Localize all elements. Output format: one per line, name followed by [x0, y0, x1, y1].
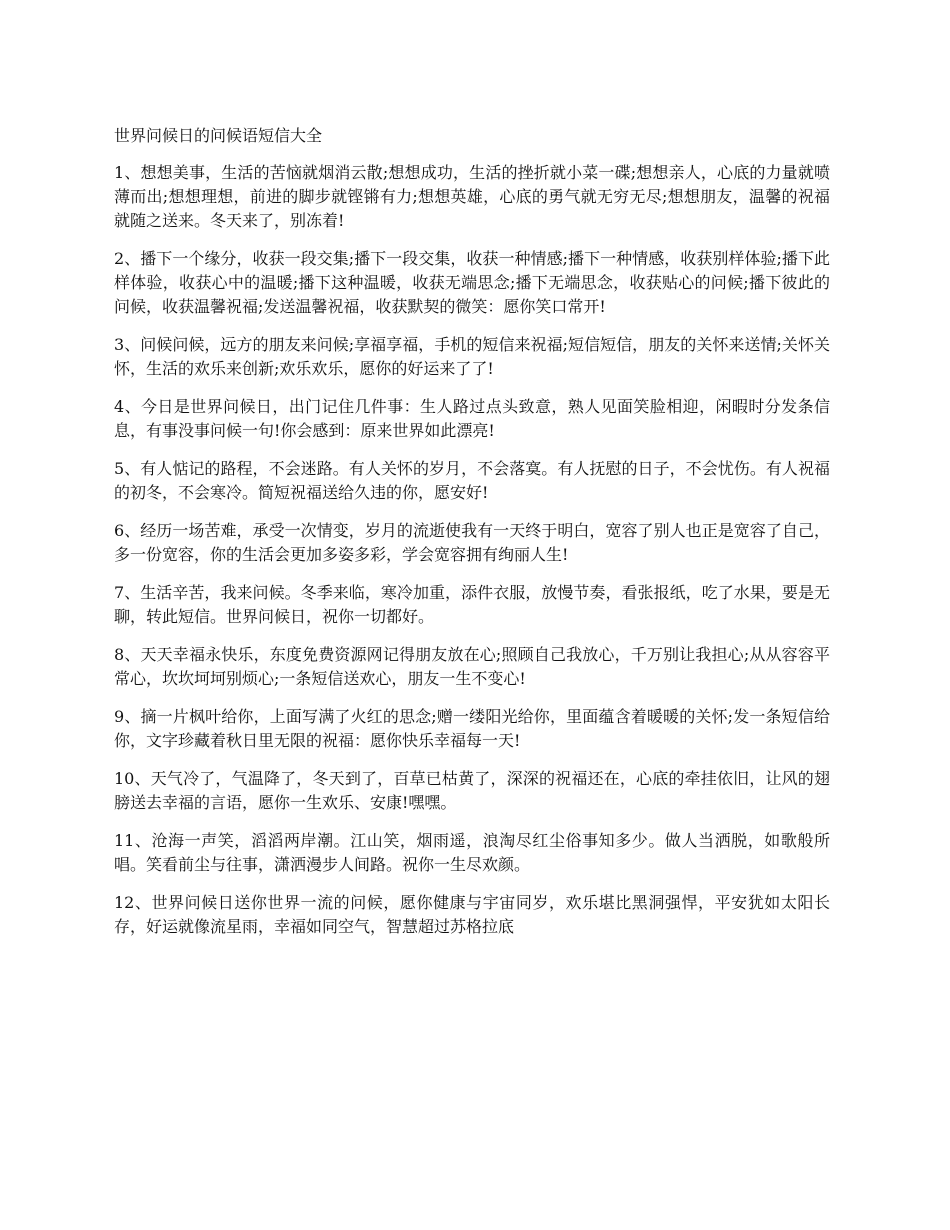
paragraph-7: 7、生活辛苦，我来问候。冬季来临，寒冷加重，添件衣服，放慢节奏，看张报纸，吃了水果，要是无聊，转此短信。世界问候日，祝你一切都好。 [114, 583, 830, 626]
paragraph-12: 12、世界问候日送你世界一流的问候，愿你健康与宇宙同岁，欢乐堪比黑洞强悍，平安犹如太阳长存，好运就像流星雨，幸福如同空气，智慧超过苏格拉底 [114, 893, 830, 936]
paragraph-5: 5、有人惦记的路程，不会迷路。有人关怀的岁月，不会落寞。有人抚慰的日子，不会忧伤。有人祝福的初冬，不会寒冷。简短祝福送给久违的你，愿安好! [114, 459, 830, 502]
paragraph-9: 9、摘一片枫叶给你，上面写满了火红的思念;赠一缕阳光给你，里面蕴含着暖暖的关怀;发一条短信给你，文字珍藏着秋日里无限的祝福：愿你快乐幸福每一天! [114, 707, 830, 750]
paragraph-2: 2、播下一个缘分，收获一段交集;播下一段交集，收获一种情感;播下一种情感，收获别样体验;播下此样体验，收获心中的温暖;播下这种温暖，收获无端思念;播下无端思念，收获贴心的问候;播下彼此的问候，收获温馨祝福;发送温馨祝福，收获默契的微笑：愿你笑口常开! [114, 249, 830, 316]
document-title: 世界问候日的问候语短信大全 [114, 126, 323, 145]
paragraph-10: 10、天气冷了，气温降了，冬天到了，百草已枯黄了，深深的祝福还在，心底的牵挂依旧，让风的翅膀送去幸福的言语，愿你一生欢乐、安康!嘿嘿。 [114, 769, 830, 812]
paragraph-11: 11、沧海一声笑，滔滔两岸潮。江山笑，烟雨遥，浪淘尽红尘俗事知多少。做人当洒脱，如歌般所唱。笑看前尘与往事，潇洒漫步人间路。祝你一生尽欢颜。 [114, 831, 830, 874]
paragraph-3: 3、问候问候，远方的朋友来问候;享福享福，手机的短信来祝福;短信短信，朋友的关怀来送情;关怀关怀，生活的欢乐来创新;欢乐欢乐，愿你的好运来了了! [114, 335, 830, 378]
paragraph-8: 8、天天幸福永快乐，东度免费资源网记得朋友放在心;照顾自己我放心，千万别让我担心;从从容容平常心，坎坎坷坷别烦心;一条短信送欢心，朋友一生不变心! [114, 645, 830, 688]
paragraph-6: 6、经历一场苦难，承受一次情变，岁月的流逝使我有一天终于明白，宽容了别人也正是宽容了自己，多一份宽容，你的生活会更加多姿多彩，学会宽容拥有绚丽人生! [114, 521, 830, 564]
document-page [114, 125, 830, 953]
paragraph-1: 1、想想美事，生活的苦恼就烟消云散;想想成功，生活的挫折就小菜一碟;想想亲人，心底的力量就喷薄而出;想想理想，前进的脚步就铿锵有力;想想英雄，心底的勇气就无穷无尽;想想朋友，温馨的祝福就随之送来。冬天来了，别冻着! [114, 163, 830, 230]
paragraph-4: 4、今日是世界问候日，出门记住几件事：生人路过点头致意，熟人见面笑脸相迎，闲暇时分发条信息，有事没事问候一句!你会感到：原来世界如此漂亮! [114, 397, 830, 440]
